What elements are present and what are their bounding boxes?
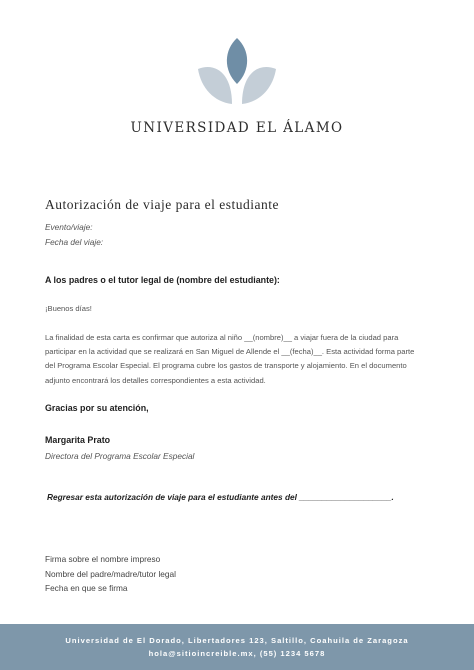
body-line: La finalidad de esta carta es confirmar que autoriza al niño __(nombre)__ a viajar fuera de la ciudad para <box>45 333 399 342</box>
logo-leaf-left <box>198 67 232 104</box>
logo-leaf-center <box>227 38 247 84</box>
signature-line-printed-name: Firma sobre el nombre impreso <box>45 554 161 564</box>
university-name: UNIVERSIDAD EL ÁLAMO <box>130 120 344 136</box>
document-title: Autorización de viaje para el estudiante <box>45 197 280 212</box>
return-deadline-note: Regresar esta autorización de viaje para el estudiante antes del ____________________. <box>47 492 394 502</box>
body-line: participar en la actividad que se realizará en San Miguel de Allende el __(fecha)__. Esta actividad forma parte <box>45 347 415 357</box>
body-line: adjunto encontrará los detalles correspondientes a esta actividad. <box>45 375 266 385</box>
signature-line-guardian-name: Nombre del padre/madre/tutor legal <box>45 568 176 579</box>
salutation: A los padres o el tutor legal de (nombre del estudiante): <box>45 275 280 285</box>
logo-leaf-right <box>242 67 276 104</box>
body-line: del Programa Escolar Especial. El programa cubre los gastos de transporte y alojamiento. En el documento <box>45 361 407 371</box>
letter-body <box>45 331 430 388</box>
signature-line-date: Fecha en que se firma <box>45 583 128 593</box>
signer-name: Margarita Prato <box>45 435 111 445</box>
greeting: ¡Buenos días! <box>45 304 92 313</box>
three-leaf-lotus-icon <box>196 36 278 108</box>
closing-thanks: Gracias por su atención, <box>45 403 149 413</box>
event-label: Evento/viaje: <box>45 222 93 232</box>
footer-contact: hola@sitioincreible.mx, (55) 1234 5678 <box>148 649 326 658</box>
trip-date-label: Fecha del viaje: <box>45 237 104 247</box>
signature-section <box>45 552 176 596</box>
footer-address: Universidad de El Dorado, Libertadores 123, Saltillo, Coahuila de Zaragoza <box>65 636 409 645</box>
signer-role: Directora del Programa Escolar Especial <box>45 451 195 461</box>
footer <box>0 624 474 670</box>
